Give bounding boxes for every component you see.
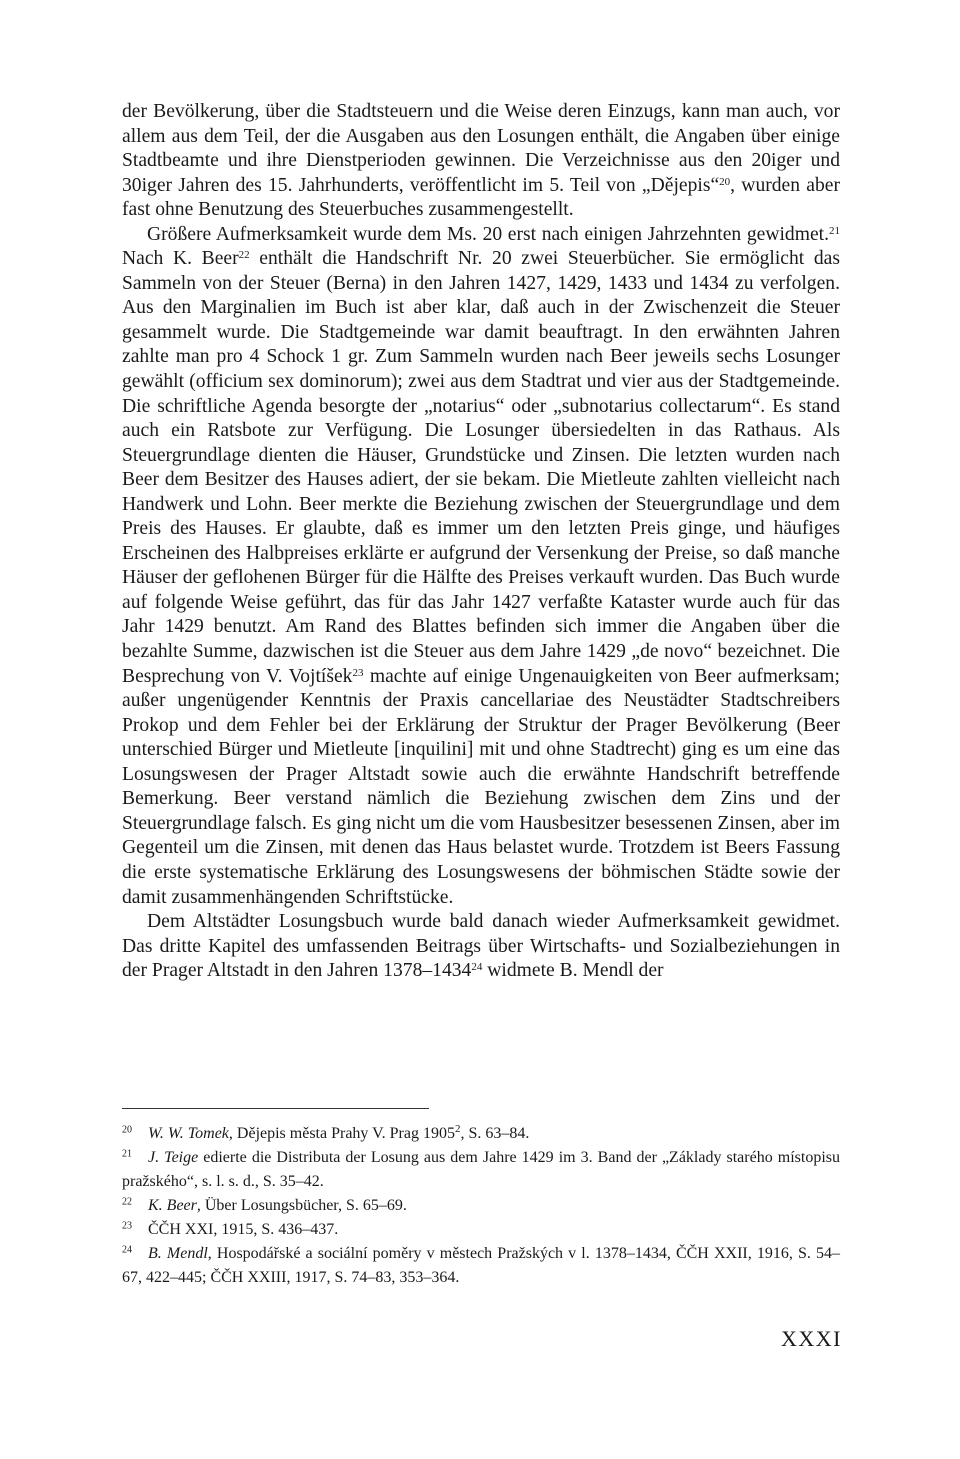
paragraph-text: , wurden aber fast ohne Benutzung des Steuerbuches zusammengestellt. [122, 174, 840, 221]
footnote-separator [122, 1108, 429, 1109]
paragraph-text: machte auf einige Ungenauigkeiten von Beer aufmerksam; außer ungenügender Kenntnis der Praxis cancellariae des Neustädter Stadtschreibers Prokop und dem Fehler bei der Erklärung der Struktur der Prager Bevölkerung (Beer unterschied Bürger und Mietleute [inquilini] mit und ohne Stadtrecht) ging es um eine das Losungswesen der Prager Altstadt sowie auch die erwähnte Handschrift betreffende Bemerkung. Beer verstand nämlich die Beziehung zwischen dem Zins und der Steuergrundlage falsch. Es ging nicht um die vom Hausbesitzer besessenen Zinsen, aber im Gegenteil um die Zinsen, mit denen das Haus belastet wurde. Trotzdem ist Beers Fassung die erste systematische Erklärung des Losungswesens der böhmischen Städte sowie der damit zusammenhängenden Schriftstücke. [122, 665, 840, 908]
footnote-number [122, 1194, 148, 1218]
paragraph [122, 910, 840, 984]
paragraph-text: enthält die Handschrift Nr. 20 zwei Steuerbücher. Sie ermöglicht das Sammeln von der Steuer (Berna) in den Jahren 1427, 1429, 1433 und 1434 zu verfolgen. Aus den Marginalien im Buch ist aber klar, daß auch in der Zwischenzeit die Steuer gesammelt wurde. Die Stadtgemeinde war damit beauftragt. In den erwähnten Jahren zahlte man pro 4 Schock 1 gr. Zum Sammeln wurden nach Beer jeweils sechs Losunger gewählt (officium sex dominorum); zwei aus dem Stadtrat und vier aus der Stadtgemeinde. Die schriftliche Agenda besorgte der „notarius“ oder „subnotarius collectarum“. Es stand auch ein Ratsbote zur Verfügung. Die Losunger übersiedelten in das Rathaus. Als Steuergrundlage dienten die Häuser, Grundstücke und Zinsen. Die letzten wurden nach Beer dem Besitzer des Hauses adiert, der sie bekam. Die Mietleute zahlten vielleicht nach Handwerk und Lohn. Beer merkte die Beziehung zwischen der Steuergrundlage und dem Preis des Hauses. Er glaubte, daß es immer um den letzten Preis ginge, und häufiges Erscheinen des Halbpreises erklärte er aufgrund der Versenkung der Preise, so daß manche Häuser der geflohenen Bürger für die Hälfte des Preises verkauft wurden. Das Buch wurde auf folgende Weise geführt, das für das Jahr 1427 verfaßte Kataster wurde auch für das Jahr 1429 benutzt. Am Rand des Blattes befinden sich immer die Angaben über die bezahlte Summe, dazwischen ist die Steuer aus dem Jahre 1429 „de novo“ bezeichnet. Die Besprechung von V. Vojtíšek [122, 248, 840, 687]
footnote-text: , Über Losungsbücher, S. 65–69. [196, 1197, 407, 1214]
paragraph-text: widmete B. Mendl der [482, 960, 664, 982]
footnote-number-text: 20 [122, 1124, 132, 1136]
page-number: XXXI [781, 1326, 842, 1351]
footnote-text-tail: , S. 63–84. [460, 1125, 530, 1142]
footnote-text: ČČH XXI, 1915, S. 436–437. [148, 1221, 339, 1238]
footnote-reference: 24 [471, 961, 483, 974]
footnote-number-text: 22 [122, 1196, 132, 1208]
footnote-reference: 22 [238, 249, 250, 262]
footnote-superscript: 2 [454, 1122, 461, 1135]
footnote-reference: 21 [829, 224, 840, 237]
footnote-author: K. Beer [148, 1197, 197, 1214]
paragraph [122, 223, 840, 910]
footnote-number [122, 1218, 148, 1242]
paragraph-text: Größere Aufmerksamkeit wurde dem Ms. 20 erst nach einigen Jahrzehnten gewidmet. [147, 223, 829, 245]
paragraph-text: Dem Altstädter Losungsbuch wurde bald danach wieder Aufmerksamkeit gewidmet. Das dritte Kapitel des umfassenden Beitrags über Wirtschafts- und Sozialbeziehungen in der Prager Altstadt in den Jahren 1378–1434 [122, 911, 840, 982]
footnote [122, 1194, 840, 1218]
footnotes [122, 1122, 840, 1290]
footnote-author: J. Teige [148, 1149, 199, 1166]
footnote-reference: 20 [719, 175, 731, 188]
footnote-text: , Hospodářské a sociální poměry v městech Pražských v l. 1378–1434, ČČH XXII, 1916, S. 54–67, 422–445; ČČH XXIII, 1917, S. 74–83, 353–364. [122, 1245, 840, 1286]
footnote-author: B. Mendl [148, 1245, 208, 1262]
footnote-text: , Dějepis města Prahy V. Prag 1905 [228, 1125, 455, 1142]
footnote [122, 1146, 840, 1194]
footnote-number [122, 1242, 148, 1266]
paragraph-text: der Bevölkerung, über die Stadtsteuern und die Weise deren Einzugs, kann man auch, vor allem aus dem Teil, der die Ausgaben aus den Losungen enthält, die Angaben über einige Stadtbeamte und ihre Dienstperioden gewinnen. Die Verzeichnisse aus den 20iger und 30iger Jahren des 15. Jahrhunderts, veröffentlicht im 5. Teil von „Dějepis“ [122, 101, 840, 196]
footnote-author: W. W. Tomek [148, 1125, 229, 1142]
footnote-number [122, 1122, 148, 1146]
footnote-number-text: 23 [122, 1220, 132, 1232]
paragraph-text: Nach K. Beer [122, 248, 239, 270]
footnote-number-text: 24 [122, 1244, 132, 1256]
footnote-reference: 23 [352, 666, 364, 679]
footnote [122, 1218, 840, 1242]
footnote [122, 1242, 840, 1290]
body-text [122, 100, 840, 984]
footnote [122, 1122, 840, 1146]
footnote-number [122, 1146, 148, 1170]
paragraph [122, 100, 840, 223]
footnote-number-text: 21 [122, 1148, 132, 1160]
footnote-text: edierte die Distributa der Losung aus dem Jahre 1429 im 3. Band der „Základy starého místopisu pražského“, s. l. s. d., S. 35–42. [122, 1149, 840, 1190]
